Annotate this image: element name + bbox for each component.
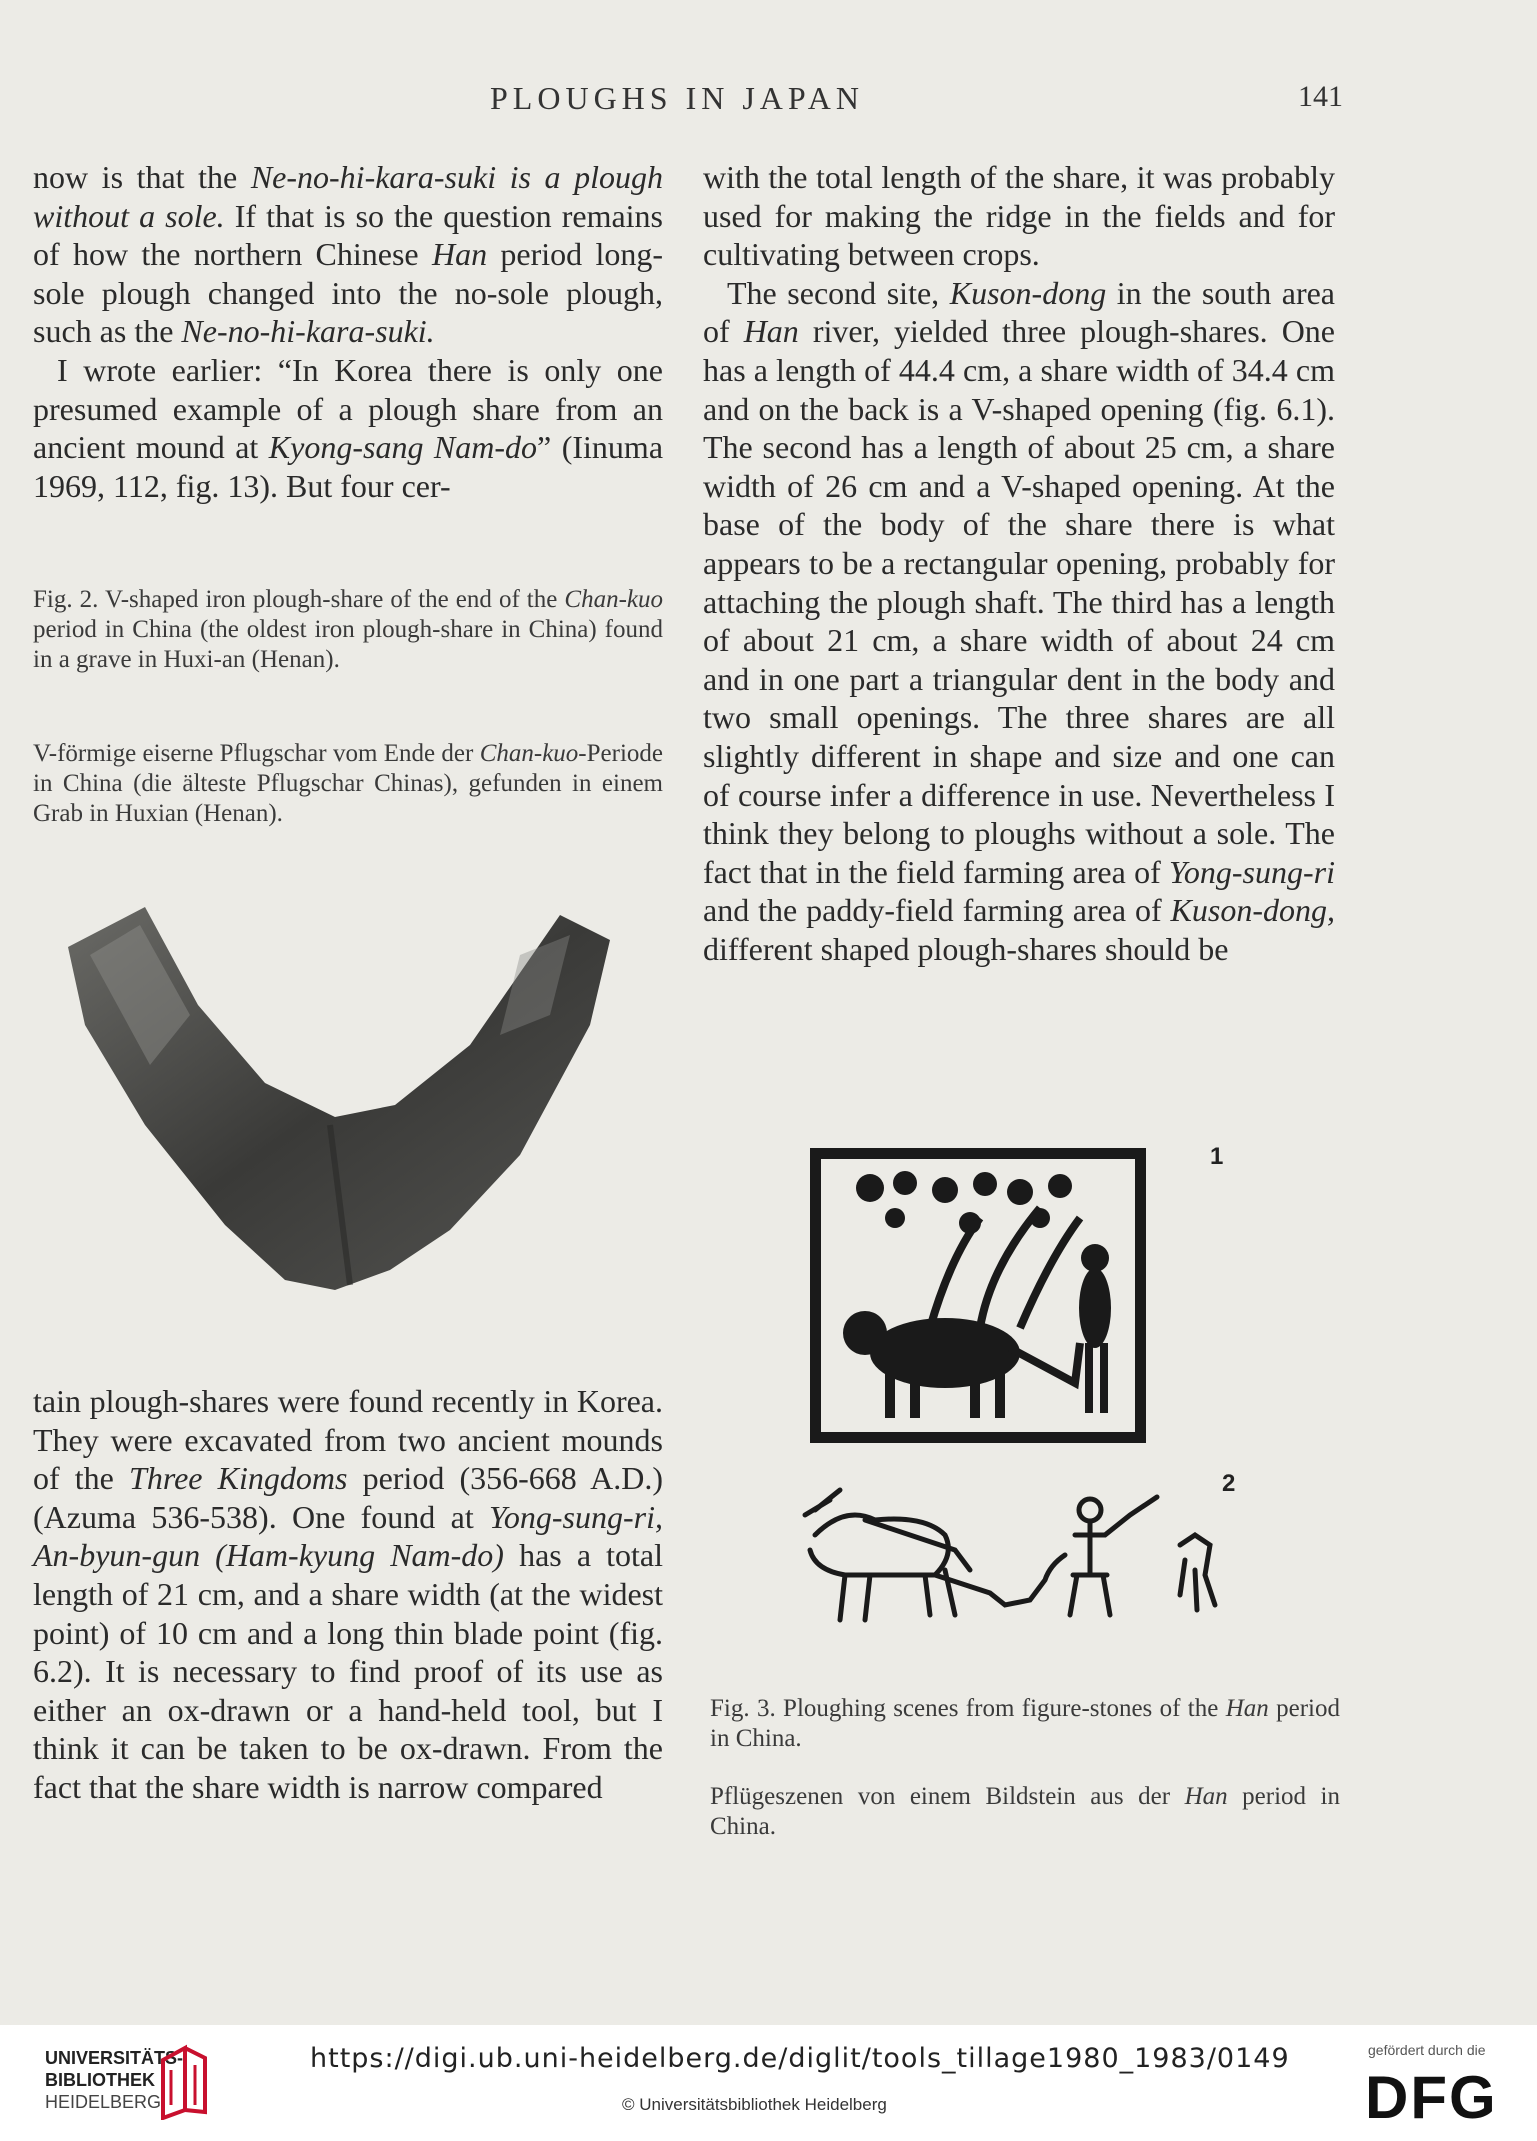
ploughing-scene-relief xyxy=(810,1148,1146,1443)
page-number: 141 xyxy=(1298,80,1343,113)
figure-label-1: 1 xyxy=(1210,1143,1224,1170)
digital-library-footer xyxy=(0,2025,1537,2141)
paragraph: now is that the Ne-no-hi-kara-suki is a plough without a sole. If that is so the question remains of how the northern Chinese Han period long-sole plough changed into the no-sole plough, such as the Ne-no-hi-kara-suki. xyxy=(33,159,664,350)
running-title: PLOUGHS IN JAPAN xyxy=(490,80,864,116)
library-logo-icon xyxy=(155,2040,213,2120)
library-logo-text: UNIVERSITÄTS- BIBLIOTHEK HEIDELBERG xyxy=(45,2048,184,2112)
fig3-caption-german: Pflügeszenen von einem Bildstein aus der Han period in China. xyxy=(710,1783,1340,1841)
fig3-caption-english: Fig. 3. Ploughing scenes from figure-stones of the Han period in China. xyxy=(710,1695,1341,1753)
left-column-bottom-text xyxy=(33,1382,663,1807)
dfg-logo: DFG xyxy=(1365,2064,1498,2131)
page-url-link[interactable]: https://digi.ub.uni-heidelberg.de/diglit/tools_tillage1980_1983/0149 xyxy=(310,2043,1290,2074)
page-header xyxy=(0,80,1537,120)
plough-share-photo xyxy=(50,895,660,1300)
paragraph: tain plough-shares were found recently in Korea. They were excavated from two ancient mounds of the Three Kingdoms period (356-668 A.D.) (Azuma 536-538). One found at Yong-sung-ri, An-byun-gun (Ham-kyung Nam-do) has a total length of 21 cm, and a share width (at the widest point) of 10 cm and a long thin blade point (fig. 6.2). It is necessary to find proof of its use as either an ox-drawn or a hand-held tool, but I think it can be taken to be ox-drawn. From the fact that the share width is narrow compared xyxy=(33,1383,664,1805)
figure-label-2: 2 xyxy=(1222,1470,1236,1497)
fig2-caption-english: Fig. 2. V-shaped iron plough-share of the end of the Chan-kuo period in China (the oldest iron plough-share in China) found in a grave in Huxi-an (Henan). xyxy=(33,586,663,674)
paragraph: I wrote earlier: “In Korea there is only one presumed example of a plough share from an ancient mound at Kyong-sang Nam-do” (Iinuma 1969, 112, fig. 13). But four cer- xyxy=(33,351,664,504)
ploughing-line-drawing xyxy=(785,1475,1235,1630)
paragraph: The second site, Kuson-dong in the south area of Han river, yielded three plough-shares. One has a length of 44.4 cm, a share width of 34.4 cm and on the back is a V-shaped opening (fig. 6.1). The second has a length of about 25 cm, a share width of 26 cm and a V-shaped opening. At the base of the body of the share there is what appears to be a rectangular opening, probably for attaching the plough shaft. The third has a length of about 21 cm, a share width of about 24 cm and in one part a triangular dent in the body and two small openings. The three shares are all slightly different in shape and size and one can of course infer a difference in use. Nevertheless I think they belong to ploughs without a sole. The fact that in the field farming area of Yong-sung-ri and the paddy-field farming area of Kuson-dong, different shaped plough-shares should be xyxy=(703,274,1336,967)
paragraph: with the total length of the share, it was probably used for making the ridge in the fields and for cultivating between crops. xyxy=(703,159,1335,273)
copyright-text: © Universitätsbibliothek Heidelberg xyxy=(622,2095,887,2114)
fig2-caption-german: V-förmige eiserne Pflugschar vom Ende der Chan-kuo-Periode in China (die älteste Pflugschar Chinas), gefunden in einem Grab in Huxian (Henan). xyxy=(33,740,663,828)
right-column-text xyxy=(703,158,1335,968)
funding-note: gefördert durch die xyxy=(1368,2042,1486,2058)
left-column-top-text xyxy=(33,158,663,505)
